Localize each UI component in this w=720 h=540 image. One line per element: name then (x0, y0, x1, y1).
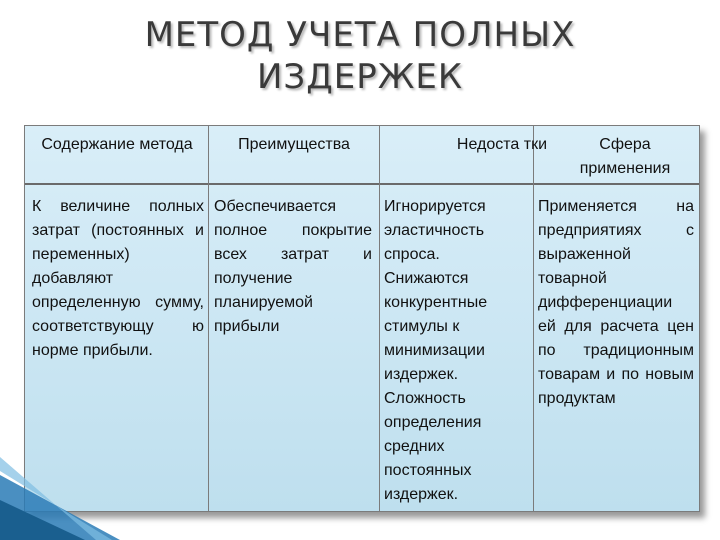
method-table (24, 125, 700, 512)
title-line-2: ИЗДЕРЖЕК (256, 57, 464, 97)
column-divider-1 (208, 126, 209, 511)
corner-decoration (0, 445, 120, 540)
cell-disadvantages: Игнорируется эластичность спроса. Снижаются конкурентные стимулы к минимизации издержек. Сложность определения средних постоянных издержек. (384, 198, 488, 503)
header-advantages: Преимущества (238, 136, 350, 153)
header-disadvantages: Недоста тки (456, 136, 547, 153)
header-application: Сфера применения (579, 136, 671, 177)
page-title (0, 14, 720, 98)
title-line-1: МЕТОД УЧЕТА ПОЛНЫХ (144, 15, 576, 55)
cell-method-content: К величине полных затрат (постоянных и переменных) добавляют определенную сумму, соответствующу ю норме прибыли. (32, 198, 204, 359)
cell-advantages: Обеспечивается полное покрытие всех затрат и получение планируемой прибыли (214, 198, 372, 335)
column-divider-3 (533, 126, 534, 511)
header-method-content: Содержание метода (41, 136, 193, 153)
header-divider (25, 183, 699, 185)
column-divider-2 (379, 126, 380, 511)
cell-application: Применяется на предприятиях с выраженной товарной дифференциации ей для расчета цен по традиционным товарам и по новым продуктам (538, 198, 694, 407)
